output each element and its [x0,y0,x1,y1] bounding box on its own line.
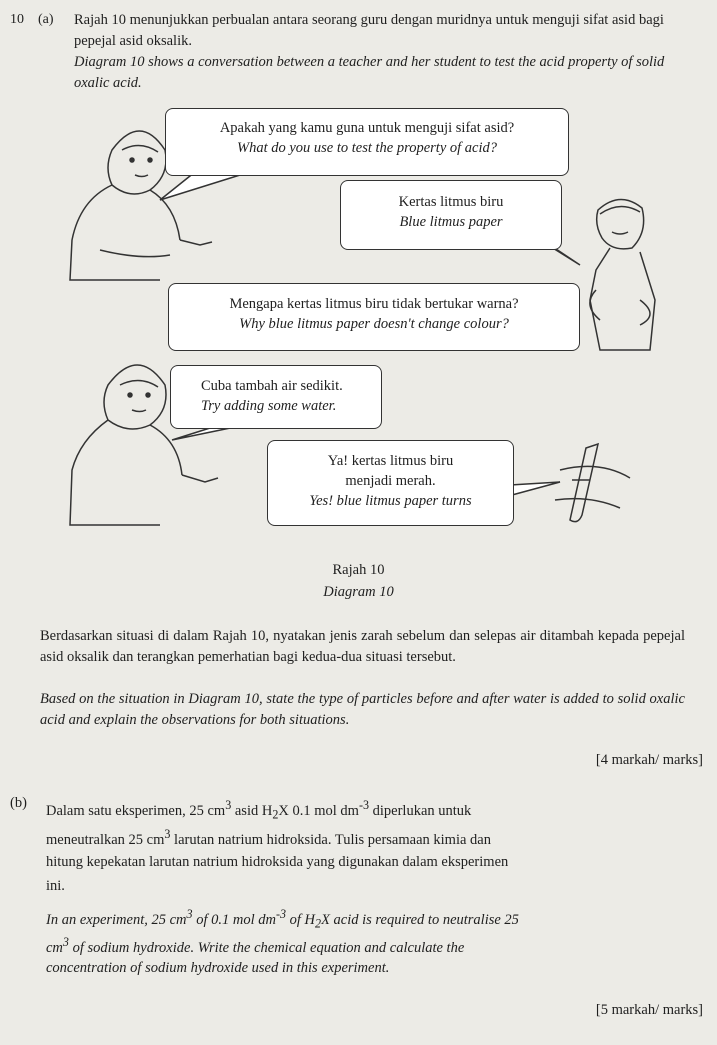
diagram-caption-english: Diagram 10 [323,584,394,600]
part-b-malay-line3: hitung kepekatan larutan natrium hidroksida yang digunakan dalam eksperimen [46,854,509,870]
intro-english: Diagram 10 shows a conversation between a teacher and her student to test the acid property of solid oxalic acid. [74,54,665,91]
part-b-malay-line4: ini. [46,878,65,894]
test-tube-hand [555,444,630,522]
intro-malay: Rajah 10 menunjukkan perbualan antara seorang guru dengan muridnya untuk menguji sifat asid bagi pepejal asid oksalik. [74,12,664,49]
b-en-6: of sodium hydroxide. Write the chemical equation and calculate the [68,939,465,956]
bubble-student-observation [267,440,514,526]
b-en-1: In an experiment, 25 cm [46,911,187,928]
bubble-student-answer [340,180,562,250]
part-a-marks [596,752,703,769]
bubble2-english: Blue litmus paper [399,214,503,230]
part-b-malay-line1 [46,795,686,826]
bubble-teacher-suggestion [170,365,382,429]
b-en-sup3: 3 [62,935,69,949]
part-a-malay: Berdasarkan situasi di dalam Rajah 10, nyatakan jenis zarah sebelum dan selepas air ditambah kepada pepejal asid oksalik dan terangkan pemerhatian bagi kedua-dua situasi tersebut. [40,628,685,665]
part-b-english-line3: concentration of sodium hydroxide used in this experiment. [46,960,390,976]
bubble3-english: Why blue litmus paper doesn't change colour? [239,316,509,332]
b-en-sup2: -3 [275,907,287,921]
b-ms-6: larutan natrium hidroksida. Tulis persamaan kimia dan [170,831,491,848]
b-ms-2: asid H [231,802,273,819]
part-b-english-line1 [46,904,686,935]
part-a-marks-text: [4 markah/ marks] [595,752,703,768]
bubble1-malay: Apakah yang kamu guna untuk menguji sifat asid? [219,120,515,136]
bubble4-english: Try adding some water. [201,398,337,414]
b-en-4: X acid is required to neutralise 25 [321,911,519,928]
bubble4-malay: Cuba tambah air sedikit. [201,378,343,394]
bubble-student-question [168,283,580,351]
part-b-label: (b) [10,795,27,811]
bubble3-malay: Mengapa kertas litmus biru tidak bertukar warna? [229,296,519,312]
part-b-english-line2 [46,932,686,959]
bubble1-english: What do you use to test the property of acid? [236,140,498,156]
b-en-sub: 2 [315,916,322,931]
student-figure [590,199,655,350]
part-a-english: Based on the situation in Diagram 10, state the type of particles before and after water is added to solid oxalic acid and explain the observations for both situations. [40,691,685,728]
b-ms-4: diperlukan untuk [369,802,472,819]
b-ms-sup3: 3 [164,827,171,841]
part-b-marks: [5 markah/ marks] [595,1002,703,1018]
part-b-malay-line2 [46,824,686,851]
b-ms-5: meneutralkan 25 cm [46,831,165,848]
diagram-caption-malay: Rajah 10 [332,562,385,578]
b-en-5: cm [46,939,63,956]
question-number: 10 [10,12,24,27]
bubble-teacher-question [165,108,569,176]
bubble5-malay-line2: menjadi merah. [345,473,436,489]
bubble5-malay-line1: Ya! kertas litmus biru [327,453,454,469]
bubble5-english: Yes! blue litmus paper turns [309,493,472,509]
b-en-3: of H [286,911,316,928]
b-ms-sup1: 3 [225,798,232,812]
b-ms-1: Dalam satu eksperimen, 25 cm [46,802,226,819]
b-ms-sup2: -3 [358,798,369,812]
b-en-sup1: 3 [186,907,193,921]
part-a-label: (a) [38,12,54,27]
bubble2-malay: Kertas litmus biru [398,194,504,210]
b-ms-sub: 2 [272,807,279,822]
b-en-2: of 0.1 mol dm [192,911,276,928]
b-ms-3: X 0.1 mol dm [278,802,359,819]
